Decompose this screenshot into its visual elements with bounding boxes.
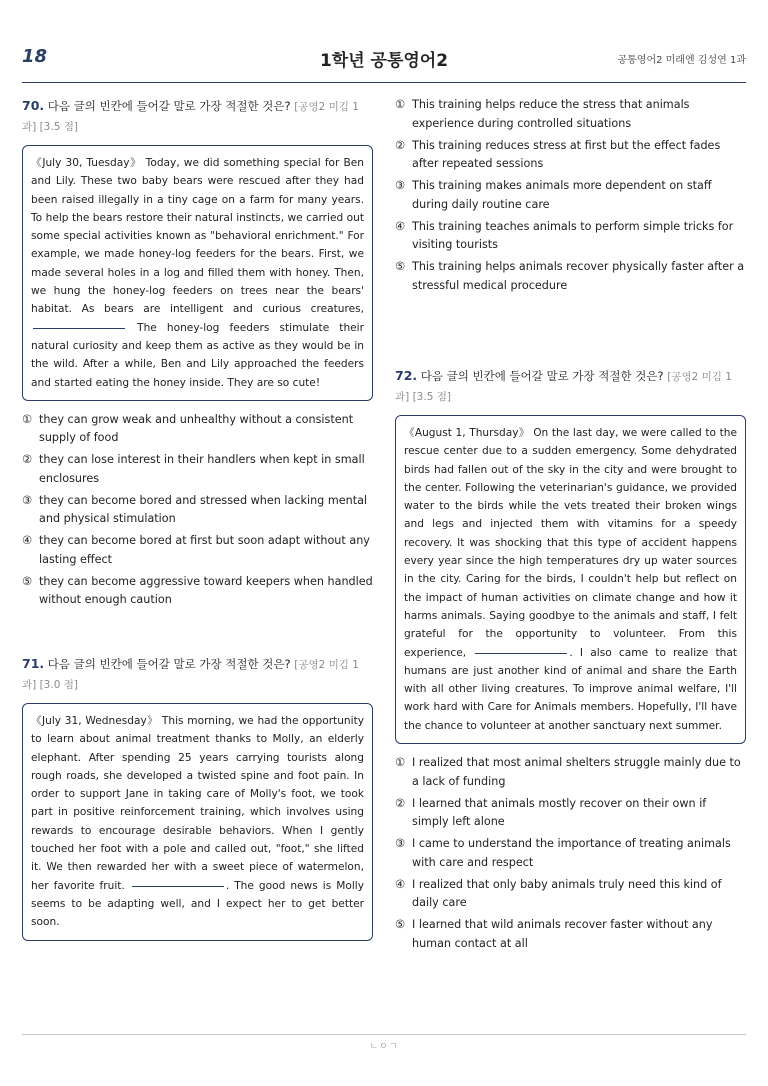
- page-number: 18: [22, 46, 48, 67]
- answer-blank: [132, 885, 224, 887]
- choice-list: [22, 411, 373, 610]
- passage-text: . I also came to realize that humans are just another kind of animal and share the Earth with all other living creatures. To improve animal welfare, I'll work hard with Care for Animals members. Hopefully, I'll have the chance to volunteer at another sanctuary next summer.: [404, 646, 738, 732]
- passage-text: . The good news is Molly seems to be adapting well, and I expect her to get better soon.: [31, 879, 364, 929]
- choice-item[interactable]: [22, 411, 373, 448]
- footer-divider: [22, 1034, 746, 1035]
- page-header: [22, 40, 746, 80]
- choice-item[interactable]: [395, 218, 746, 255]
- choice-text: they can become bored and stressed when lacking mental and physical stimulation: [39, 493, 368, 526]
- question-heading: [395, 366, 746, 407]
- answer-blank: [33, 327, 125, 329]
- passage-text: 《July 30, Tuesday》 Today, we did something special for Ben and Lily. These two baby bears were rescued after they had been raised illegally in a tiny cage on a farm for many years. To help the bears restore their natural instincts, we carried out some special activities known as "behavioral enrichment." For example, we made honey-log feeders for the bears. First, we made several holes in a log and filled them with honey. Then, we hung the honey-log feeders on trees near the bears' habitat. As bears are intelligent and curious creatures,: [31, 157, 364, 316]
- question-source: [공영2 미김 1과]: [395, 371, 732, 403]
- choice-marker: ②: [22, 453, 33, 467]
- passage-text: 《July 31, Wednesday》 This morning, we had the opportunity to learn about animal treatment thanks to Molly, an elderly elephant. After spending 25 years carrying tourists along rough roads, she developed a twisted spine and foot pain. In order to support Jane in taking care of Molly's foot, we took part in positive reinforcement training, which involves using rewards to encourage desirable behaviors. When I gently touched her foot with a pole and called out, "foot," she lifted it. We then rewarded her with a sweet piece of watermelon, her favorite fruit.: [31, 715, 364, 892]
- question-prompt: 다음 글의 빈칸에 들어갈 말로 가장 적절한 것은?: [44, 99, 295, 113]
- choice-item[interactable]: [22, 532, 373, 569]
- choice-text: This training helps reduce the stress that animals experience during controlled situations: [412, 98, 690, 130]
- header-divider: [22, 82, 746, 83]
- question-points: [3.5 점]: [36, 121, 78, 133]
- choice-marker: ①: [395, 98, 406, 111]
- question-71: [22, 654, 373, 941]
- question-number: 72.: [395, 368, 418, 383]
- question-heading: [22, 654, 373, 695]
- choice-item[interactable]: [395, 835, 746, 872]
- passage-text: 《August 1, Thursday》 On the last day, we were called to the rescue center due to a sudden emergency. Some dehydrated birds had fallen out of the sky in the city and were brought to the center. Following the veterinarian's guidance, we provided water to the birds while the vets treated their broken wings and legs and injected them with vitamins for a speedy recovery. It was shocking that this type of accident happens every year since the high temperatures dry up water sources in the city. Caring for the birds, I couldn't help but reflect on the impact of human activities on climate change and how it harms animals. Saying goodbye to the animals and staff, I felt grateful for the opportunity to volunteer. From this experience,: [404, 427, 737, 659]
- choice-marker: ⑤: [22, 574, 33, 588]
- question-source: [공영2 미김 1과]: [22, 659, 359, 691]
- choice-marker: ④: [395, 219, 406, 233]
- question-prompt: 다음 글의 빈칸에 들어갈 말로 가장 적절한 것은?: [44, 657, 295, 671]
- choice-marker: ④: [22, 534, 33, 548]
- footer-mark: ㄴㅇㄱ: [369, 1042, 399, 1052]
- choice-item[interactable]: [395, 916, 746, 953]
- question-source: [공영2 미김 1과]: [22, 101, 359, 133]
- question-70: [22, 96, 373, 610]
- passage-box: [22, 703, 373, 941]
- choice-marker: ⑤: [395, 260, 406, 273]
- choice-text: This training helps animals recover physically faster after a stressful medical procedure: [412, 260, 745, 292]
- question-number: 71.: [22, 656, 45, 671]
- choice-marker: ③: [395, 837, 406, 851]
- choice-item[interactable]: [22, 451, 373, 488]
- choice-text: I came to understand the importance of treating animals with care and respect: [412, 837, 731, 869]
- choice-item[interactable]: [395, 795, 746, 832]
- answer-blank: [475, 652, 567, 654]
- choice-list: [395, 96, 746, 295]
- passage-box: [395, 415, 746, 744]
- choice-item[interactable]: [395, 96, 746, 133]
- choice-item[interactable]: [395, 177, 746, 214]
- choice-text: they can become aggressive toward keepers when handled without enough caution: [39, 574, 373, 607]
- choice-marker: ④: [395, 877, 406, 891]
- choice-text: This training teaches animals to perform simple tricks for visiting tourists: [412, 219, 734, 251]
- passage-box: [22, 145, 373, 401]
- choice-text: they can grow weak and unhealthy without a consistent supply of food: [39, 412, 354, 445]
- choice-text: This training reduces stress at first but the effect fades after repeated sessions: [412, 138, 721, 170]
- choice-marker: ③: [22, 493, 33, 507]
- choice-item[interactable]: [22, 492, 373, 529]
- choice-item[interactable]: [395, 876, 746, 913]
- choice-text: I realized that most animal shelters struggle mainly due to a lack of funding: [412, 756, 741, 788]
- question-points: [3.5 점]: [409, 391, 451, 403]
- question-72: [395, 366, 746, 957]
- page-subtitle: 공통영어2 미래엔 김성연 1과: [617, 55, 746, 66]
- question-heading: [22, 96, 373, 137]
- right-column: [395, 96, 746, 950]
- question-prompt: 다음 글의 빈칸에 들어갈 말로 가장 적절한 것은?: [417, 369, 668, 383]
- choice-text: they can lose interest in their handlers when kept in small enclosures: [39, 453, 365, 485]
- question-points: [3.0 점]: [36, 679, 78, 691]
- left-column: [22, 96, 373, 929]
- question-number: 70.: [22, 98, 45, 113]
- choice-text: they can become bored at first but soon adapt without any lasting effect: [39, 534, 370, 566]
- choice-marker: ②: [395, 138, 406, 152]
- choice-item[interactable]: [395, 137, 746, 174]
- page-title: 1학년 공통영어2: [319, 51, 449, 71]
- choice-item[interactable]: [22, 573, 373, 610]
- choice-item[interactable]: [395, 754, 746, 791]
- choice-list: [395, 754, 746, 953]
- choice-text: I learned that wild animals recover faster without any human contact at all: [412, 918, 713, 950]
- choice-item[interactable]: [395, 258, 746, 295]
- choice-text: This training makes animals more dependent on staff during daily routine care: [412, 179, 712, 211]
- choice-text: I realized that only baby animals truly need this kind of daily care: [412, 877, 722, 910]
- choice-marker: ③: [395, 179, 406, 192]
- choice-marker: ①: [22, 412, 33, 426]
- choice-marker: ①: [395, 756, 406, 770]
- choice-text: I learned that animals mostly recover on their own if simply left alone: [412, 796, 707, 829]
- passage-text: The honey-log feeders stimulate their natural curiosity and keep them as active as they would be in the wild. After a while, Ben and Lily approached the feeders and started eating the honey inside. They are so cute!: [31, 321, 364, 389]
- choice-marker: ⑤: [395, 918, 406, 932]
- choice-marker: ②: [395, 796, 406, 810]
